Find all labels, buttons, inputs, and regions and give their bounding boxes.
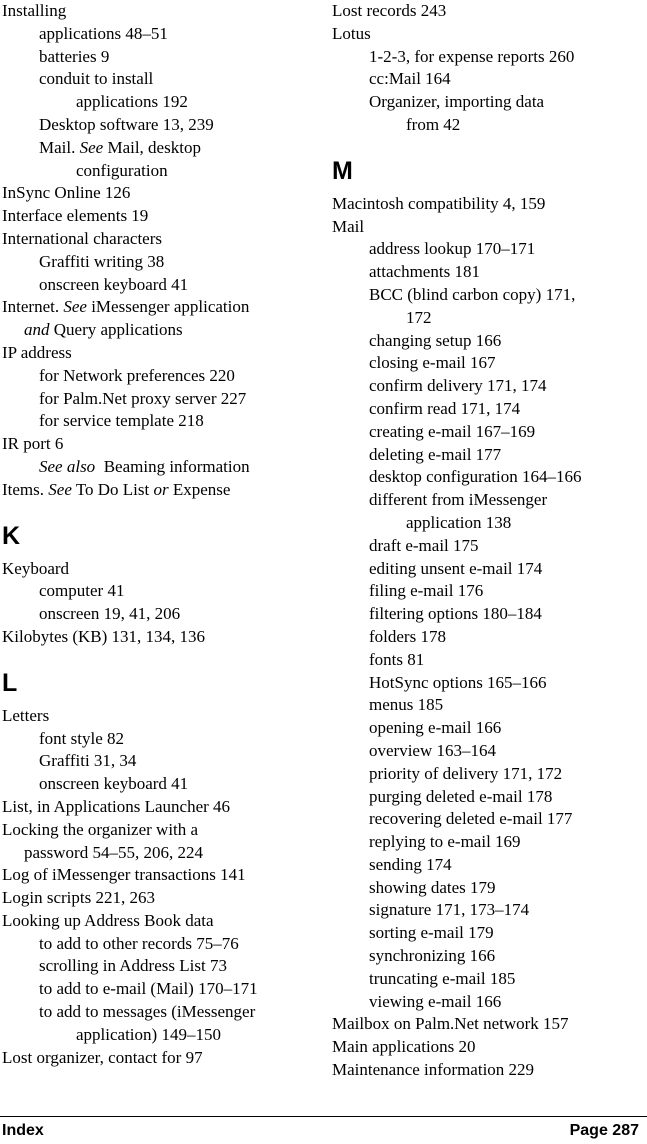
- index-subentry: from 42: [406, 114, 461, 134]
- index-subentry: Mail. See Mail, desktop: [39, 137, 201, 157]
- index-subentry: 172: [406, 307, 432, 327]
- index-subentry: address lookup 170–171: [369, 239, 536, 259]
- index-subentry: to add to messages (iMessenger: [39, 1002, 256, 1022]
- index-entry: Letters: [2, 705, 50, 725]
- index-entry: Log of iMessenger transactions 141: [2, 865, 246, 885]
- index-entry: Lost records 243: [332, 1, 447, 20]
- index-entry: Interface elements 19: [2, 206, 149, 226]
- section-letter-heading: M: [332, 156, 353, 185]
- footer-section-label: Index: [2, 1122, 44, 1139]
- index-entry: Mailbox on Palm.Net network 157: [332, 1014, 569, 1034]
- index-column-right: [332, 0, 644, 1082]
- index-subentry: showing dates 179: [369, 877, 496, 897]
- index-subentry: opening e-mail 166: [369, 718, 502, 738]
- index-entry: International characters: [2, 228, 162, 248]
- index-subentry: to add to other records 75–76: [39, 933, 239, 953]
- index-entry: Maintenance information 229: [332, 1060, 535, 1080]
- index-subentry: draft e-mail 175: [369, 535, 479, 555]
- index-entry: Lotus: [332, 23, 371, 43]
- index-subentry: Graffiti 31, 34: [39, 751, 137, 771]
- index-subentry: See also Beaming information: [39, 456, 250, 476]
- index-subentry: Graffiti writing 38: [39, 251, 165, 271]
- index-entry: Lost organizer, contact for 97: [2, 1047, 203, 1067]
- index-subentry: fonts 81: [369, 649, 425, 669]
- index-entry: Main applications 20: [332, 1037, 476, 1057]
- index-subentry: purging deleted e-mail 178: [369, 786, 553, 806]
- index-subentry: confirm read 171, 174: [369, 398, 521, 418]
- index-entry: Locking the organizer with a: [2, 819, 199, 839]
- index-subentry: font style 82: [39, 728, 124, 748]
- index-subentry: overview 163–164: [369, 740, 497, 760]
- index-subentry: for Palm.Net proxy server 227: [39, 388, 247, 408]
- index-subentry: batteries 9: [39, 46, 110, 66]
- footer-page-number: Page 287: [569, 1122, 639, 1139]
- index-subentry: applications 192: [76, 92, 188, 112]
- index-subentry: onscreen keyboard 41: [39, 774, 189, 794]
- index-subentry: configuration: [76, 160, 168, 180]
- index-subentry: onscreen 19, 41, 206: [39, 604, 181, 624]
- footer-rule: [0, 1116, 647, 1117]
- index-subentry: BCC (blind carbon copy) 171,: [369, 284, 576, 304]
- index-subentry: filtering options 180–184: [369, 604, 542, 624]
- index-subentry: priority of delivery 171, 172: [369, 763, 563, 783]
- index-subentry: creating e-mail 167–169: [369, 421, 536, 441]
- index-subentry: attachments 181: [369, 262, 480, 282]
- index-subentry: application 138: [406, 512, 512, 532]
- index-subentry: computer 41: [39, 581, 125, 601]
- index-subentry: signature 171, 173–174: [369, 900, 530, 920]
- index-subentry: folders 178: [369, 626, 446, 646]
- index-subentry: menus 185: [369, 695, 444, 715]
- index-subentry: Organizer, importing data: [369, 92, 545, 112]
- index-subentry: sending 174: [369, 854, 452, 874]
- index-subentry: sorting e-mail 179: [369, 923, 494, 943]
- index-entry: InSync Online 126: [2, 183, 131, 203]
- index-subentry: changing setup 166: [369, 330, 502, 350]
- index-subentry: Desktop software 13, 239: [39, 114, 214, 134]
- index-subentry: different from iMessenger: [369, 490, 548, 510]
- index-subentry: desktop configuration 164–166: [369, 467, 582, 487]
- index-entry: Keyboard: [2, 558, 70, 578]
- index-subentry: for Network preferences 220: [39, 365, 235, 385]
- index-subentry: filing e-mail 176: [369, 581, 484, 601]
- index-entry: IR port 6: [2, 434, 64, 454]
- index-subentry: viewing e-mail 166: [369, 991, 502, 1011]
- index-subentry: password 54–55, 206, 224: [24, 842, 203, 862]
- index-subentry: conduit to install: [39, 69, 154, 89]
- index-entry: Login scripts 221, 263: [2, 888, 155, 908]
- index-entry: Looking up Address Book data: [2, 910, 214, 930]
- index-subentry: HotSync options 165–166: [369, 672, 547, 692]
- index-subentry: cc:Mail 164: [369, 69, 451, 89]
- index-subentry: onscreen keyboard 41: [39, 274, 189, 294]
- index-subentry: deleting e-mail 177: [369, 444, 502, 464]
- index-entry: Kilobytes (KB) 131, 134, 136: [2, 626, 206, 646]
- index-entry: Macintosh compatibility 4, 159: [332, 193, 546, 213]
- index-entry: Internet. See iMessenger application: [2, 297, 250, 317]
- index-subentry: closing e-mail 167: [369, 353, 496, 373]
- index-subentry: and Query applications: [24, 320, 183, 340]
- index-subentry: 1-2-3, for expense reports 260: [369, 46, 575, 66]
- index-subentry: editing unsent e-mail 174: [369, 558, 543, 578]
- index-entry: List, in Applications Launcher 46: [2, 796, 231, 816]
- index-entry: Mail: [332, 216, 365, 236]
- index-subentry: truncating e-mail 185: [369, 968, 516, 988]
- index-entry: Items. See To Do List or Expense: [2, 479, 231, 499]
- index-subentry: applications 48–51: [39, 23, 168, 43]
- index-subentry: scrolling in Address List 73: [39, 956, 227, 976]
- index-subentry: synchronizing 166: [369, 946, 496, 966]
- index-subentry: recovering deleted e-mail 177: [369, 809, 573, 829]
- index-entry: IP address: [2, 342, 72, 362]
- index-entry: Installing: [2, 1, 67, 20]
- index-subentry: replying to e-mail 169: [369, 832, 521, 852]
- index-subentry: to add to e-mail (Mail) 170–171: [39, 979, 258, 999]
- index-subentry: confirm delivery 171, 174: [369, 376, 547, 396]
- index-subentry: application) 149–150: [76, 1024, 221, 1044]
- index-subentry: for service template 218: [39, 411, 204, 431]
- section-letter-heading: L: [2, 668, 18, 697]
- index-column-left: [2, 0, 320, 1069]
- section-letter-heading: K: [2, 521, 21, 550]
